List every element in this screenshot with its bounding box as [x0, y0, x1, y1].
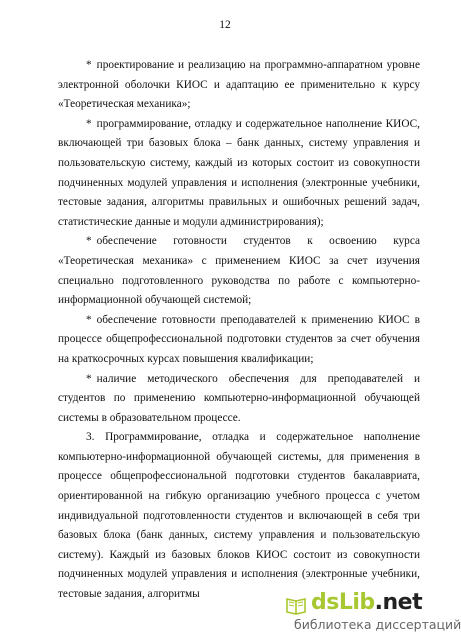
- bullet-marker: *: [86, 117, 92, 130]
- document-body: [58, 56, 420, 601]
- paragraph: [58, 115, 420, 233]
- paragraph: [58, 370, 420, 429]
- dslib-logo: dsLib.net: [311, 590, 423, 615]
- paragraph-text: 3. Программирование, отладка и содержательное наполнение компьютерно-информационной обучающей системы, для применения в процессе общепрофессиональной подготовки студентов бакалавриата, ориентированной на гибкую организацию учебного процесса с учетом индивидуальной подготовленности студентов и включающей в себя три базовых блока (банк данных, систему управления и пользовательскую систему). Каждый из базовых блоков КИОС состоит из совокупности подчиненных модулей управления и исполнения (электронные учебники, тестовые задания, алгоритмы: [58, 431, 420, 601]
- book-icon: [285, 595, 307, 615]
- paragraph: [58, 311, 420, 370]
- paragraph: [58, 428, 420, 601]
- paragraph-text: программирование, отладку и содержательное наполнение КИОС, включающей три базовых блока – банк данных, систему управления и пользовательскую систему, каждый из которых состоит из совокупности подчиненных модулей управления и исполнения (электронные учебники, тестовые задания, алгоритмы правильных и ошибочных решений задач, статистические данные и модули администрирования);: [58, 117, 420, 228]
- paragraph-text: проектирование и реализацию на программно-аппаратном уровне электронной оболочки КИОС и адаптацию ее применительно к курсу «Теоретическая механика»;: [58, 59, 420, 111]
- paragraph-text: обеспечение готовности преподавателей к применению КИОС в процессе общепрофессиональной подготовки студентов за счет обучения на краткосрочных курсах повышения квалификации;: [58, 313, 420, 365]
- page-number: 12: [219, 19, 231, 31]
- bullet-marker: *: [86, 235, 92, 248]
- bullet-marker: *: [86, 372, 92, 385]
- paragraph: [58, 56, 420, 115]
- paragraph-text: обеспечение готовности студентов к освоению курса «Теоретическая механика» с применением КИОС за счет изучения специально подготовленного руководства по работе с компьютерно-информационной обучающей системой;: [58, 235, 420, 307]
- watermark-subtitle: библиотека диссертаций: [294, 617, 461, 632]
- paragraph-text: наличие методического обеспечения для преподавателей и студентов по применению компьютерно-информационной обучающей системы в образовательном процессе.: [58, 372, 420, 424]
- paragraph: [58, 232, 420, 310]
- bullet-marker: *: [86, 59, 92, 71]
- dslib-watermark[interactable]: [280, 590, 461, 637]
- bullet-marker: *: [86, 313, 92, 326]
